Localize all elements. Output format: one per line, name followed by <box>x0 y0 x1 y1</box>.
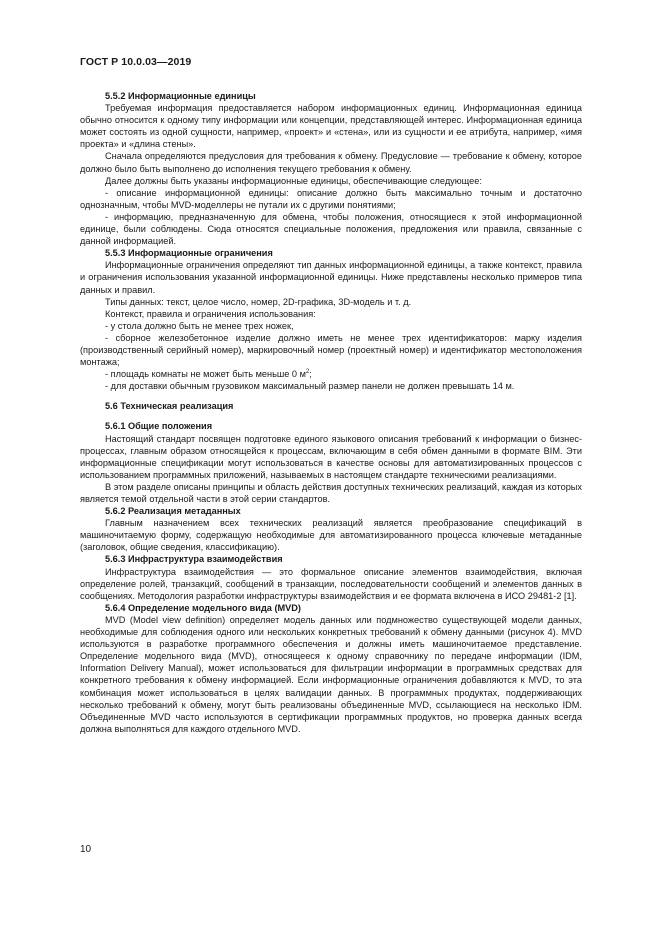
paragraph: Требуемая информация предоставляется набором информационных единиц. Информационная единица обычно относится к одному типу информации или концепции, представляющей интерес. Информационная единица может состоять из одной сущности, например, «проект» и «стена», или из сущности и ее атрибута, например, «имя проекта» и «длина стены». <box>80 103 582 150</box>
list-item: - сборное железобетонное изделие должно иметь не менее трех идентификаторов: марку изделия (производственный серийный номер), маркировочный номер (проектный номер) и идентификатор местоположения монтажа; <box>80 332 582 368</box>
list-item: - описание информационной единицы: описание должно быть максимально точным и достаточно однозначным, чтобы MVD-моделлеры не путали их с другими понятиями; <box>80 187 582 210</box>
section-5-6-heading: 5.6 Техническая реализация <box>105 401 234 412</box>
paragraph: Типы данных: текст, целое число, номер, 2D-графика, 3D-модель и т. д. <box>105 296 412 307</box>
paragraph: В этом разделе описаны принципы и область действия доступных технических реализаций, каждая из которых является темой отдельной части в этой серии стандартов. <box>80 481 582 504</box>
list-item: - информацию, предназначенную для обмена, чтобы положения, относящиеся к этой информационной единице, были соблюдены. Сюда относятся специальные положения, предложения или правила, связанные с данной информацией. <box>80 211 582 247</box>
paragraph: Настоящий стандарт посвящен подготовке единого языкового описания требований к информации о бизнес-процессах, главным образом относящейся к процессам, включающим в себя обмен данными в формате BIM. Эти информационные спецификации могут использоваться в качестве основы для автоматизированных процессов с использованием программных приложений, называемых в настоящем стандарте техническими реализациями. <box>80 433 582 480</box>
list-item-text: - площадь комнаты не может быть меньше 0 м <box>105 369 306 380</box>
paragraph: Инфраструктура взаимодействия — это формальное описание элементов взаимодействия, включая определение ролей, транзакций, сообщений в транзакции, последовательности сообщений и элементов данных в сообщениях. Методология разработки инфраструктуры взаимодействия и ее формата включена в ИСО 29481-2 [1]. <box>80 566 582 601</box>
paragraph: Главным назначением всех технических реализаций является преобразование спецификаций в машиночитаемую форму, содержащую необходимые для автоматизированного процесса ключевые метаданные (заголовок, общие сведения, классификацию). <box>80 518 582 553</box>
page-number: 10 <box>80 844 92 855</box>
section-5-6-2-heading: 5.6.2 Реализация метаданных <box>105 506 241 517</box>
list-item: - у стола должно быть не менее трех ножек, <box>105 320 294 331</box>
document-header: ГОСТ Р 10.0.03—2019 <box>80 56 192 68</box>
section-5-5-2-heading: 5.5.2 Информационные единицы <box>105 91 256 101</box>
spacer <box>80 392 582 400</box>
section-5-5-3-heading: 5.5.3 Информационные ограничения <box>105 248 273 259</box>
list-item: - для доставки обычным грузовиком максимальный размер панели не должен превышать 14 м. <box>105 381 515 392</box>
paragraph: Контекст, правила и ограничения использования: <box>105 308 316 319</box>
section-5-6-4-heading: 5.6.4 Определение модельного вида (MVD) <box>105 602 301 613</box>
document-body <box>80 90 582 735</box>
superscript: 2 <box>305 369 310 376</box>
list-item-end: ; <box>309 369 312 380</box>
section-5-6-1-heading: 5.6.1 Общие положения <box>105 421 213 432</box>
list-item <box>80 368 582 380</box>
paragraph: Далее должны быть указаны информационные единицы, обеспечивающие следующее: <box>105 175 482 186</box>
paragraph: Сначала определяются предусловия для требования к обмену. Предусловие — требование к обмену, которое должно было быть выполнено до исполнения текущего требования к обмену. <box>80 151 582 174</box>
paragraph: Информационные ограничения определяют тип данных информационной единицы, а также контекст, правила и ограничения использования указанной информационной единицы. Ниже представлены несколько примеров типа данных и правил. <box>80 260 582 295</box>
spacer <box>80 412 582 420</box>
section-5-6-3-heading: 5.6.3 Инфраструктура взаимодействия <box>105 554 283 565</box>
paragraph: MVD (Model view definition) определяет модель данных или подмножество существующей модели данных, необходимые для соблюдения одного или нескольких конкретных требований к обмену данными (рисунок 4). MVD используются в разработке программного обеспечения и должны иметь машиночитаемое представление. Определение модельного вида (MVD), относящееся к одному справочнику по передаче информации (IDM, Information Delivery Manual), может использоваться для фильтрации информации в программных средствах для конкретного требования к обмену информацией. Если информационные ограничения добавляются к MVD, то эта комбинация может использоваться в целях валидации данных. В программных продуктах, поддерживающих несколько требований к обмену, могут быть реализованы объединенные MVD, ссылающиеся на несколько IDM. Объединенные MVD часто используются в сертификации программных продуктов, но проверка данных всегда должна выполняться для каждого отдельного MVD. <box>80 614 582 734</box>
